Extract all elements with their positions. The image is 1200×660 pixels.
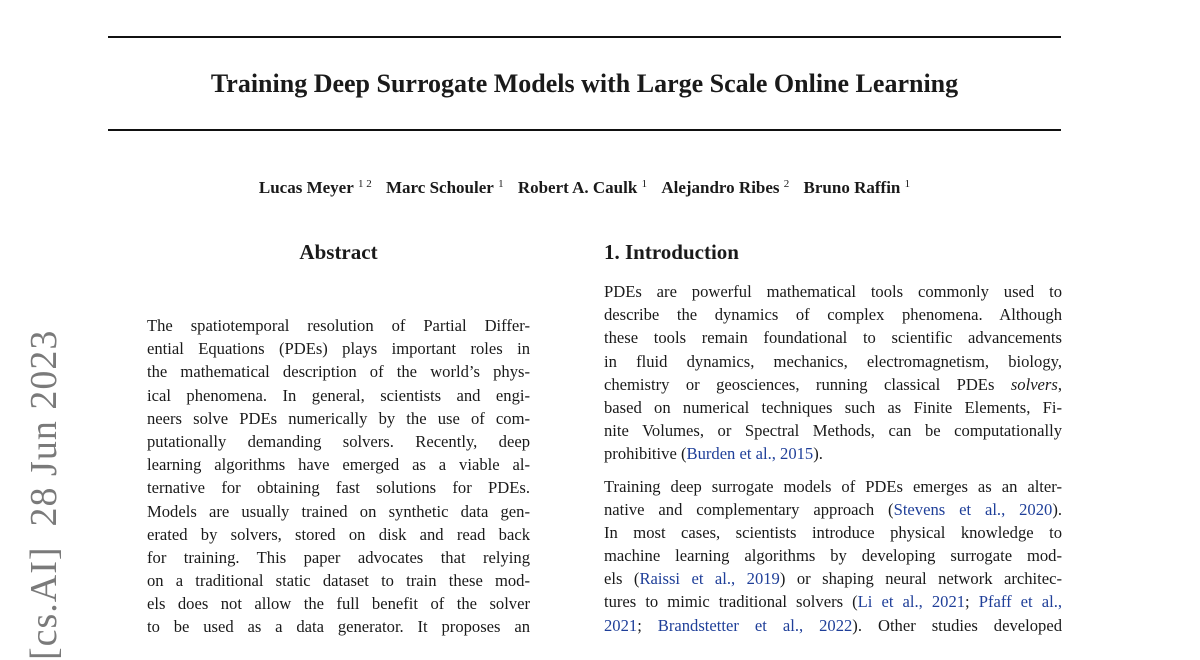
paper-title: Training Deep Surrogate Models with Large Scale Online Learning — [210, 69, 959, 98]
intro-line: Training deep surrogate models of PDEs emerges as an alter- — [604, 476, 1062, 496]
author — [661, 178, 789, 197]
intro-line — [604, 590, 1062, 613]
abstract-line: to be used as a data generator. It proposes an — [147, 617, 530, 637]
author-affiliation: 1 2 — [358, 178, 372, 190]
abstract-line: Models are usually trained on synthetic data gen- — [147, 501, 530, 521]
intro-line: In most cases, scientists introduce physical knowledge to — [604, 522, 1062, 542]
citation-link[interactable]: Pfaff et al., — [978, 592, 1062, 612]
abstract-line: ternative for obtaining fast solutions for PDEs. — [147, 478, 530, 498]
intro-line: machine learning algorithms by developing surrogate mod- — [604, 546, 1062, 566]
intro-text: ; — [965, 592, 979, 612]
author-name: Marc Schouler — [386, 178, 494, 197]
arxiv-date: 28 Jun 2023 — [23, 329, 65, 527]
abstract-line: erated by solvers, stored on disk and read back — [147, 524, 530, 544]
author-name: Bruno Raffin — [803, 178, 901, 197]
intro-line: based on numerical techniques such as Finite Elements, Fi- — [604, 397, 1062, 417]
abstract-line: The spatiotemporal resolution of Partial Differ- — [147, 316, 530, 335]
intro-text: tures to mimic traditional solvers ( — [604, 592, 858, 612]
introduction-body — [604, 280, 1062, 637]
intro-text: ). — [813, 444, 823, 464]
abstract-body — [147, 314, 530, 639]
intro-text: ; — [637, 615, 658, 635]
title-rule-top — [108, 36, 1061, 38]
author-affiliation: 1 — [641, 178, 648, 190]
abstract-line: neers solve PDEs numerically by the use of com- — [147, 408, 530, 428]
arxiv-stamp — [22, 330, 66, 660]
author-affiliation: 2 — [783, 178, 790, 190]
author-name: Lucas Meyer — [258, 178, 354, 197]
intro-text: , — [1057, 374, 1062, 394]
intro-text: native and complementary approach ( — [604, 499, 894, 519]
intro-line — [604, 498, 1062, 521]
title-rule-bottom — [108, 129, 1061, 131]
intro-line — [604, 567, 1062, 590]
intro-line — [604, 614, 1062, 637]
citation-link[interactable]: Brandstetter et al., 2022 — [657, 615, 853, 635]
abstract-line: on a traditional static dataset to train these mod- — [147, 571, 530, 591]
abstract-line: learning algorithms have emerged as a viable al- — [147, 455, 530, 475]
author-affiliation: 1 — [498, 178, 504, 190]
author-name: Robert A. Caulk — [517, 178, 638, 197]
intro-line — [604, 442, 1062, 465]
intro-line: these tools remain foundational to scientific advancements — [604, 328, 1062, 348]
emphasis-solvers: solvers — [1010, 374, 1058, 394]
abstract-line: for training. This paper advocates that relying — [147, 547, 530, 567]
abstract-line: ical phenomena. In general, scientists and engi- — [147, 385, 530, 405]
abstract-line: putationally demanding solvers. Recently, deep — [147, 431, 530, 451]
abstract-line: the mathematical description of the world’s phys- — [147, 362, 530, 382]
author-name: Alejandro Ribes — [661, 178, 780, 197]
intro-line: PDEs are powerful mathematical tools commonly used to — [604, 282, 1062, 301]
citation-link[interactable]: Stevens et al., 2020 — [893, 499, 1053, 519]
author — [386, 178, 504, 197]
abstract-heading: Abstract — [299, 240, 378, 264]
citation-link[interactable]: Burden et al., 2015 — [686, 444, 814, 464]
author — [259, 178, 372, 197]
intro-paragraph-2 — [604, 475, 1062, 637]
citation-link[interactable]: 2021 — [604, 615, 638, 635]
abstract-line: ential Equations (PDEs) plays important roles in — [147, 339, 530, 359]
citation-link[interactable]: Li et al., 2021 — [857, 592, 966, 612]
author-affiliation: 1 — [904, 178, 911, 190]
intro-text: chemistry or geosciences, running classical PDEs — [604, 374, 1011, 394]
intro-text: els ( — [604, 569, 640, 589]
intro-text: prohibitive ( — [604, 444, 687, 464]
intro-line — [604, 373, 1062, 396]
author-list — [108, 172, 1061, 200]
author — [518, 178, 647, 197]
arxiv-category: [cs.AI] — [23, 546, 65, 660]
citation-link[interactable]: Raissi et al., 2019 — [639, 569, 780, 589]
intro-text: ). — [1052, 499, 1062, 519]
intro-text: ). Other studies developed — [852, 615, 1063, 635]
intro-paragraph-1 — [604, 280, 1062, 466]
intro-text: ) or shaping neural network architec- — [779, 569, 1063, 589]
intro-line: describe the dynamics of complex phenomena. Although — [604, 305, 1062, 325]
author — [804, 178, 911, 197]
intro-line: in fluid dynamics, mechanics, electromagnetism, biology, — [604, 351, 1062, 371]
abstract-line: els does not allow the full benefit of the solver — [147, 594, 530, 614]
intro-line: nite Volumes, or Spectral Methods, can be computationally — [604, 421, 1062, 441]
introduction-heading: 1. Introduction — [604, 240, 739, 264]
